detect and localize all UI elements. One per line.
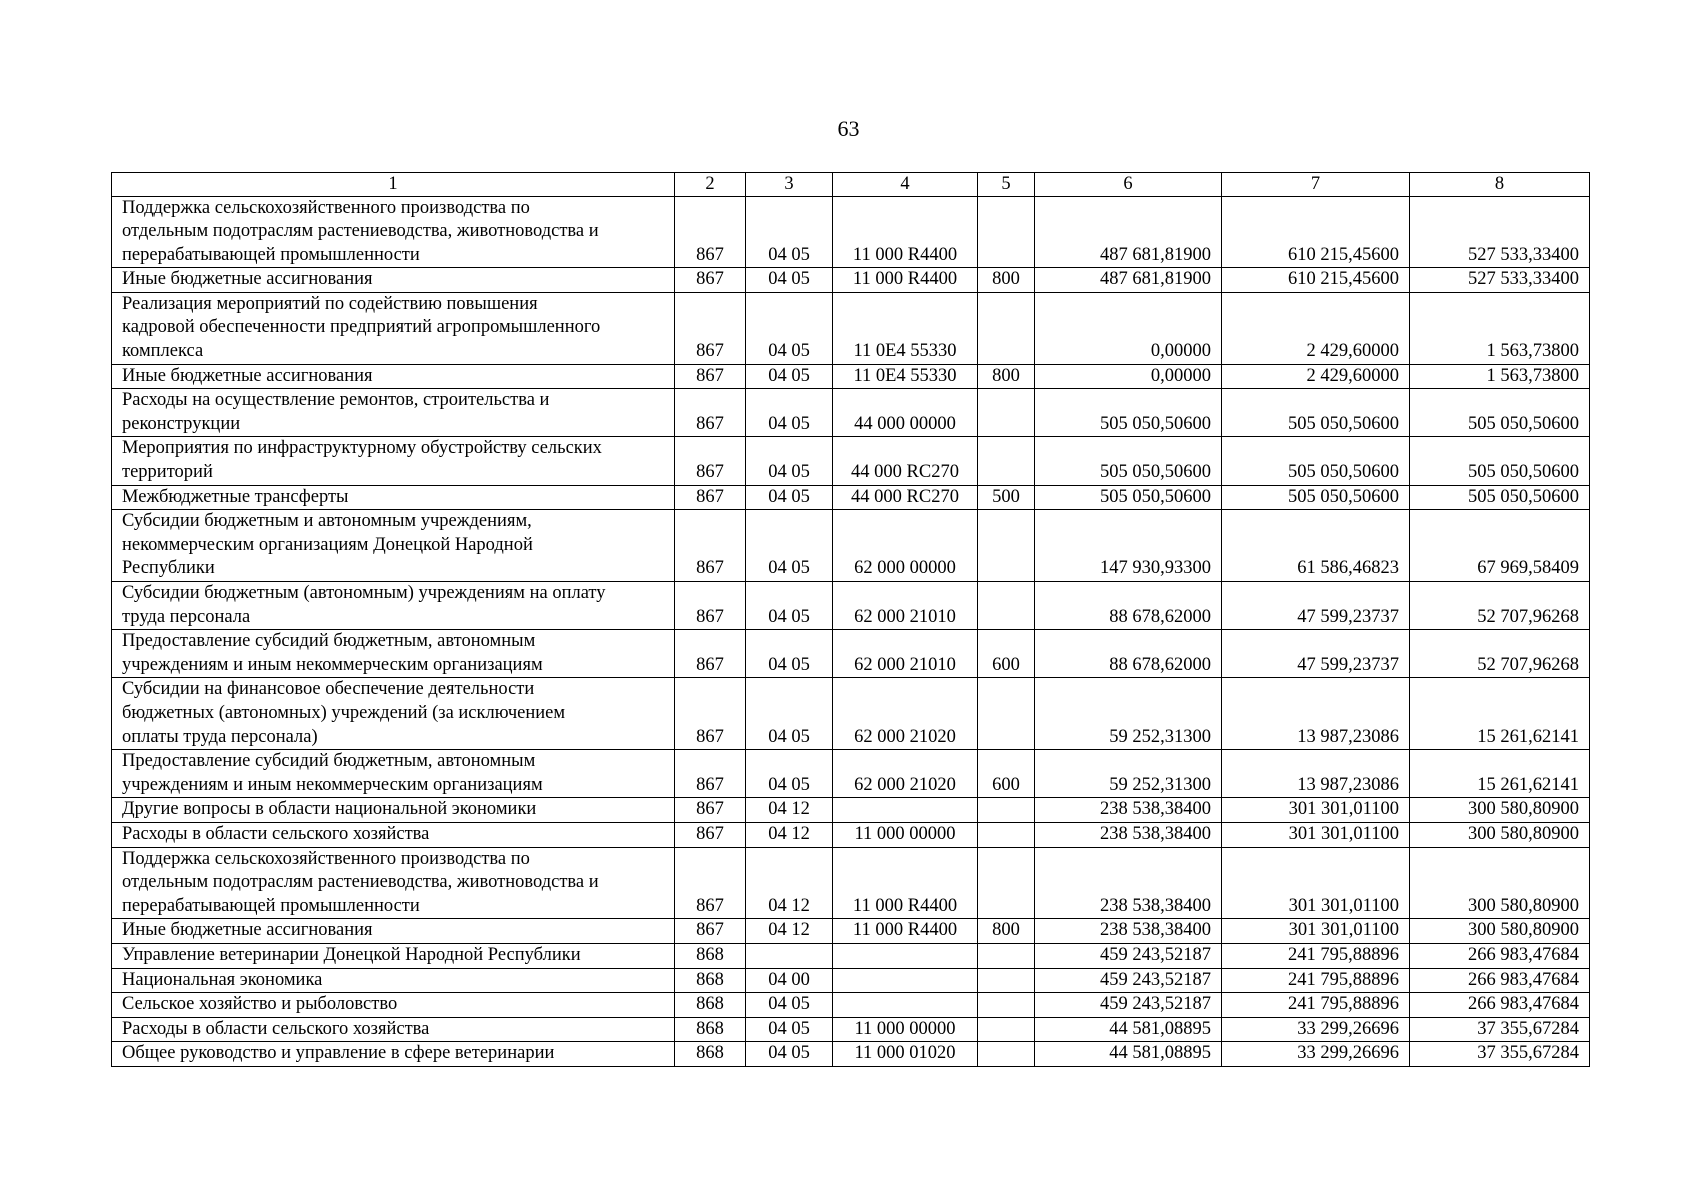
expense-type-cell	[978, 798, 1035, 823]
amount-col6-cell: 459 243,52187	[1035, 993, 1222, 1018]
expense-type-cell: 800	[978, 364, 1035, 389]
row-name-line: перерабатывающей промышленности	[122, 244, 420, 265]
target-article-cell	[833, 993, 978, 1018]
table-row	[112, 847, 1590, 919]
amount-col6-cell: 0,00000	[1035, 292, 1222, 364]
row-name-line: Субсидии бюджетным и автономным учреждениям,	[122, 511, 532, 532]
section-code-cell: 04 12	[746, 847, 833, 919]
page-number: 63	[837, 116, 860, 141]
amount-col8-cell: 527 533,33400	[1410, 196, 1590, 268]
table-row	[112, 364, 1590, 389]
row-name-line: Сельское хозяйство и рыболовство	[122, 994, 398, 1015]
row-name-line: Поддержка сельскохозяйственного производства по	[122, 197, 530, 218]
section-code-cell: 04 05	[746, 292, 833, 364]
ministry-code-cell: 868	[675, 993, 746, 1018]
amount-col7-cell: 47 599,23737	[1222, 582, 1410, 630]
section-code-cell	[746, 943, 833, 968]
expense-type-cell	[978, 822, 1035, 847]
amount-col7-cell: 13 987,23086	[1222, 750, 1410, 798]
section-code-cell: 04 05	[746, 678, 833, 750]
expense-type-cell	[978, 292, 1035, 364]
target-article-cell: 11 000 00000	[833, 1017, 978, 1042]
amount-col6-cell: 505 050,50600	[1035, 437, 1222, 485]
row-name-cell	[112, 678, 675, 750]
section-code-cell: 04 05	[746, 510, 833, 582]
row-name-line: Реализация мероприятий по содействию повышения	[122, 293, 538, 314]
expense-type-cell	[978, 1017, 1035, 1042]
row-name-line: перерабатывающей промышленности	[122, 895, 420, 916]
ministry-code-cell: 867	[675, 798, 746, 823]
amount-col6-cell: 44 581,08895	[1035, 1042, 1222, 1067]
table-row	[112, 510, 1590, 582]
target-article-cell: 62 000 00000	[833, 510, 978, 582]
row-name-line: Иные бюджетные ассигнования	[122, 920, 373, 941]
section-code-cell: 04 05	[746, 750, 833, 798]
amount-col6-cell: 59 252,31300	[1035, 678, 1222, 750]
row-name-cell	[112, 919, 675, 944]
column-number: 4	[833, 173, 978, 197]
section-code-cell: 04 05	[746, 993, 833, 1018]
amount-col8-cell: 527 533,33400	[1410, 268, 1590, 293]
row-name-cell	[112, 750, 675, 798]
expense-type-cell	[978, 437, 1035, 485]
expense-type-cell: 800	[978, 919, 1035, 944]
table-row	[112, 1042, 1590, 1067]
row-name-cell	[112, 582, 675, 630]
amount-col7-cell: 47 599,23737	[1222, 630, 1410, 678]
target-article-cell: 62 000 21020	[833, 678, 978, 750]
ministry-code-cell: 867	[675, 750, 746, 798]
target-article-cell: 11 000 00000	[833, 822, 978, 847]
target-article-cell: 62 000 21010	[833, 630, 978, 678]
amount-col6-cell: 147 930,93300	[1035, 510, 1222, 582]
row-name-line: Иные бюджетные ассигнования	[122, 269, 373, 290]
row-name-cell	[112, 389, 675, 437]
amount-col8-cell: 52 707,96268	[1410, 630, 1590, 678]
target-article-cell: 11 0Е4 55330	[833, 292, 978, 364]
row-name-line: Управление ветеринарии Донецкой Народной Республики	[122, 944, 581, 965]
row-name-line: Общее руководство и управление в сфере ветеринарии	[122, 1043, 555, 1064]
ministry-code-cell: 867	[675, 630, 746, 678]
row-name-line: комплекса	[122, 341, 204, 362]
amount-col7-cell: 610 215,45600	[1222, 196, 1410, 268]
row-name-line: Расходы на осуществление ремонтов, строительства и	[122, 390, 550, 411]
ministry-code-cell: 868	[675, 1042, 746, 1067]
table-row	[112, 292, 1590, 364]
target-article-cell: 44 000 RC270	[833, 485, 978, 510]
row-name-line: Другие вопросы в области национальной экономики	[122, 799, 537, 820]
amount-col8-cell: 300 580,80900	[1410, 822, 1590, 847]
expense-type-cell	[978, 968, 1035, 993]
table-row	[112, 196, 1590, 268]
amount-col6-cell: 88 678,62000	[1035, 582, 1222, 630]
target-article-cell: 11 000 R4400	[833, 919, 978, 944]
target-article-cell: 44 000 00000	[833, 389, 978, 437]
section-code-cell: 04 05	[746, 268, 833, 293]
amount-col7-cell: 241 795,88896	[1222, 968, 1410, 993]
section-code-cell: 04 05	[746, 196, 833, 268]
row-name-line: Межбюджетные трансферты	[122, 486, 349, 507]
row-name-cell	[112, 822, 675, 847]
amount-col7-cell: 505 050,50600	[1222, 389, 1410, 437]
ministry-code-cell: 867	[675, 292, 746, 364]
amount-col7-cell: 2 429,60000	[1222, 364, 1410, 389]
section-code-cell: 04 05	[746, 1042, 833, 1067]
amount-col7-cell: 13 987,23086	[1222, 678, 1410, 750]
row-name-line: отдельным подотраслям растениеводства, животноводства и	[122, 221, 599, 242]
expense-type-cell: 500	[978, 485, 1035, 510]
expense-type-cell	[978, 678, 1035, 750]
amount-col6-cell: 0,00000	[1035, 364, 1222, 389]
row-name-line: бюджетных (автономных) учреждений (за исключением	[122, 702, 566, 723]
amount-col7-cell: 33 299,26696	[1222, 1017, 1410, 1042]
amount-col6-cell: 487 681,81900	[1035, 196, 1222, 268]
amount-col6-cell: 59 252,31300	[1035, 750, 1222, 798]
amount-col6-cell: 88 678,62000	[1035, 630, 1222, 678]
table-row	[112, 268, 1590, 293]
expense-type-cell	[978, 582, 1035, 630]
amount-col8-cell: 15 261,62141	[1410, 678, 1590, 750]
ministry-code-cell: 868	[675, 943, 746, 968]
row-name-line: Иные бюджетные ассигнования	[122, 365, 373, 386]
section-code-cell: 04 12	[746, 822, 833, 847]
amount-col8-cell: 266 983,47684	[1410, 993, 1590, 1018]
amount-col8-cell: 37 355,67284	[1410, 1017, 1590, 1042]
amount-col7-cell: 505 050,50600	[1222, 437, 1410, 485]
column-number: 3	[746, 173, 833, 197]
amount-col7-cell: 301 301,01100	[1222, 919, 1410, 944]
row-name-cell	[112, 510, 675, 582]
row-name-cell	[112, 847, 675, 919]
row-name-cell	[112, 798, 675, 823]
row-name-cell	[112, 943, 675, 968]
row-name-line: Мероприятия по инфраструктурному обустройству сельских	[122, 438, 602, 459]
amount-col8-cell: 505 050,50600	[1410, 485, 1590, 510]
section-code-cell: 04 05	[746, 1017, 833, 1042]
column-number: 1	[112, 173, 675, 197]
amount-col8-cell: 300 580,80900	[1410, 798, 1590, 823]
section-code-cell: 04 12	[746, 798, 833, 823]
row-name-cell	[112, 437, 675, 485]
amount-col6-cell: 505 050,50600	[1035, 485, 1222, 510]
target-article-cell: 11 000 R4400	[833, 196, 978, 268]
amount-col6-cell: 44 581,08895	[1035, 1017, 1222, 1042]
amount-col7-cell: 301 301,01100	[1222, 822, 1410, 847]
amount-col7-cell: 505 050,50600	[1222, 485, 1410, 510]
ministry-code-cell: 867	[675, 822, 746, 847]
row-name-line: учреждениям и иным некоммерческим организациям	[122, 654, 543, 675]
table-row	[112, 968, 1590, 993]
target-article-cell	[833, 968, 978, 993]
row-name-line: отдельным подотраслям растениеводства, животноводства и	[122, 872, 599, 893]
amount-col8-cell: 52 707,96268	[1410, 582, 1590, 630]
amount-col7-cell: 301 301,01100	[1222, 798, 1410, 823]
row-name-cell	[112, 1042, 675, 1067]
amount-col8-cell: 300 580,80900	[1410, 919, 1590, 944]
row-name-cell	[112, 630, 675, 678]
amount-col8-cell: 505 050,50600	[1410, 437, 1590, 485]
section-code-cell: 04 05	[746, 389, 833, 437]
table-row	[112, 993, 1590, 1018]
amount-col6-cell: 238 538,38400	[1035, 798, 1222, 823]
target-article-cell	[833, 798, 978, 823]
budget-table	[111, 172, 1590, 1067]
column-number: 6	[1035, 173, 1222, 197]
amount-col8-cell: 266 983,47684	[1410, 968, 1590, 993]
amount-col8-cell: 505 050,50600	[1410, 389, 1590, 437]
target-article-cell: 62 000 21010	[833, 582, 978, 630]
row-name-line: Национальная экономика	[122, 969, 323, 990]
section-code-cell: 04 05	[746, 364, 833, 389]
amount-col7-cell: 610 215,45600	[1222, 268, 1410, 293]
expense-type-cell	[978, 389, 1035, 437]
ministry-code-cell: 867	[675, 364, 746, 389]
target-article-cell: 11 0Е4 55330	[833, 364, 978, 389]
ministry-code-cell: 867	[675, 510, 746, 582]
ministry-code-cell: 867	[675, 919, 746, 944]
amount-col7-cell: 241 795,88896	[1222, 943, 1410, 968]
row-name-line: Расходы в области сельского хозяйства	[122, 823, 430, 844]
column-number-row	[112, 173, 1590, 197]
table-row	[112, 389, 1590, 437]
amount-col7-cell: 2 429,60000	[1222, 292, 1410, 364]
amount-col6-cell: 505 050,50600	[1035, 389, 1222, 437]
table-row	[112, 943, 1590, 968]
target-article-cell	[833, 943, 978, 968]
row-name-cell	[112, 364, 675, 389]
amount-col6-cell: 487 681,81900	[1035, 268, 1222, 293]
row-name-line: некоммерческим организациям Донецкой Народной	[122, 534, 533, 555]
amount-col7-cell: 61 586,46823	[1222, 510, 1410, 582]
amount-col6-cell: 238 538,38400	[1035, 822, 1222, 847]
amount-col7-cell: 33 299,26696	[1222, 1042, 1410, 1067]
table-row	[112, 485, 1590, 510]
table-row	[112, 678, 1590, 750]
section-code-cell: 04 12	[746, 919, 833, 944]
amount-col8-cell: 300 580,80900	[1410, 847, 1590, 919]
row-name-line: Субсидии на финансовое обеспечение деятельности	[122, 679, 535, 700]
table-row	[112, 582, 1590, 630]
row-name-line: Субсидии бюджетным (автономным) учреждениям на оплату	[122, 583, 606, 603]
section-code-cell: 04 05	[746, 630, 833, 678]
table-row	[112, 437, 1590, 485]
row-name-line: Республики	[122, 558, 215, 579]
amount-col8-cell: 37 355,67284	[1410, 1042, 1590, 1067]
ministry-code-cell: 868	[675, 1017, 746, 1042]
table-row	[112, 919, 1590, 944]
amount-col6-cell: 238 538,38400	[1035, 919, 1222, 944]
amount-col8-cell: 1 563,73800	[1410, 292, 1590, 364]
ministry-code-cell: 868	[675, 968, 746, 993]
amount-col6-cell: 459 243,52187	[1035, 968, 1222, 993]
table-row	[112, 1017, 1590, 1042]
target-article-cell: 62 000 21020	[833, 750, 978, 798]
row-name-line: Предоставление субсидий бюджетным, автономным	[122, 631, 536, 652]
amount-col8-cell: 15 261,62141	[1410, 750, 1590, 798]
row-name-line: Поддержка сельскохозяйственного производства по	[122, 848, 530, 869]
amount-col7-cell: 241 795,88896	[1222, 993, 1410, 1018]
expense-type-cell	[978, 993, 1035, 1018]
table-row	[112, 750, 1590, 798]
ministry-code-cell: 867	[675, 389, 746, 437]
row-name-line: Предоставление субсидий бюджетным, автономным	[122, 751, 536, 772]
expense-type-cell	[978, 847, 1035, 919]
ministry-code-cell: 867	[675, 485, 746, 510]
row-name-line: оплаты труда персонала)	[122, 726, 318, 747]
row-name-cell	[112, 268, 675, 293]
column-number: 8	[1410, 173, 1590, 197]
row-name-cell	[112, 292, 675, 364]
amount-col7-cell: 301 301,01100	[1222, 847, 1410, 919]
row-name-line: кадровой обеспеченности предприятий агропромышленного	[122, 317, 601, 338]
row-name-line: территорий	[122, 462, 213, 483]
target-article-cell: 44 000 RC270	[833, 437, 978, 485]
ministry-code-cell: 867	[675, 678, 746, 750]
ministry-code-cell: 867	[675, 582, 746, 630]
row-name-cell	[112, 993, 675, 1018]
expense-type-cell	[978, 510, 1035, 582]
expense-type-cell	[978, 1042, 1035, 1067]
amount-col8-cell: 266 983,47684	[1410, 943, 1590, 968]
target-article-cell: 11 000 R4400	[833, 268, 978, 293]
row-name-line: реконструкции	[122, 413, 241, 434]
ministry-code-cell: 867	[675, 847, 746, 919]
amount-col8-cell: 67 969,58409	[1410, 510, 1590, 582]
row-name-cell	[112, 485, 675, 510]
section-code-cell: 04 00	[746, 968, 833, 993]
table-row	[112, 822, 1590, 847]
column-number: 5	[978, 173, 1035, 197]
row-name-cell	[112, 968, 675, 993]
row-name-cell	[112, 196, 675, 268]
section-code-cell: 04 05	[746, 437, 833, 485]
row-name-cell	[112, 1017, 675, 1042]
amount-col6-cell: 459 243,52187	[1035, 943, 1222, 968]
row-name-line: труда персонала	[122, 606, 251, 627]
column-number: 2	[675, 173, 746, 197]
row-name-line: Расходы в области сельского хозяйства	[122, 1018, 430, 1039]
expense-type-cell	[978, 943, 1035, 968]
ministry-code-cell: 867	[675, 437, 746, 485]
amount-col6-cell: 238 538,38400	[1035, 847, 1222, 919]
expense-type-cell: 600	[978, 630, 1035, 678]
ministry-code-cell: 867	[675, 196, 746, 268]
column-number: 7	[1222, 173, 1410, 197]
expense-type-cell	[978, 196, 1035, 268]
target-article-cell: 11 000 01020	[833, 1042, 978, 1067]
section-code-cell: 04 05	[746, 582, 833, 630]
expense-type-cell: 600	[978, 750, 1035, 798]
target-article-cell: 11 000 R4400	[833, 847, 978, 919]
ministry-code-cell: 867	[675, 268, 746, 293]
section-code-cell: 04 05	[746, 485, 833, 510]
amount-col8-cell: 1 563,73800	[1410, 364, 1590, 389]
table-row	[112, 630, 1590, 678]
row-name-line: учреждениям и иным некоммерческим организациям	[122, 774, 543, 795]
table-row	[112, 798, 1590, 823]
expense-type-cell: 800	[978, 268, 1035, 293]
